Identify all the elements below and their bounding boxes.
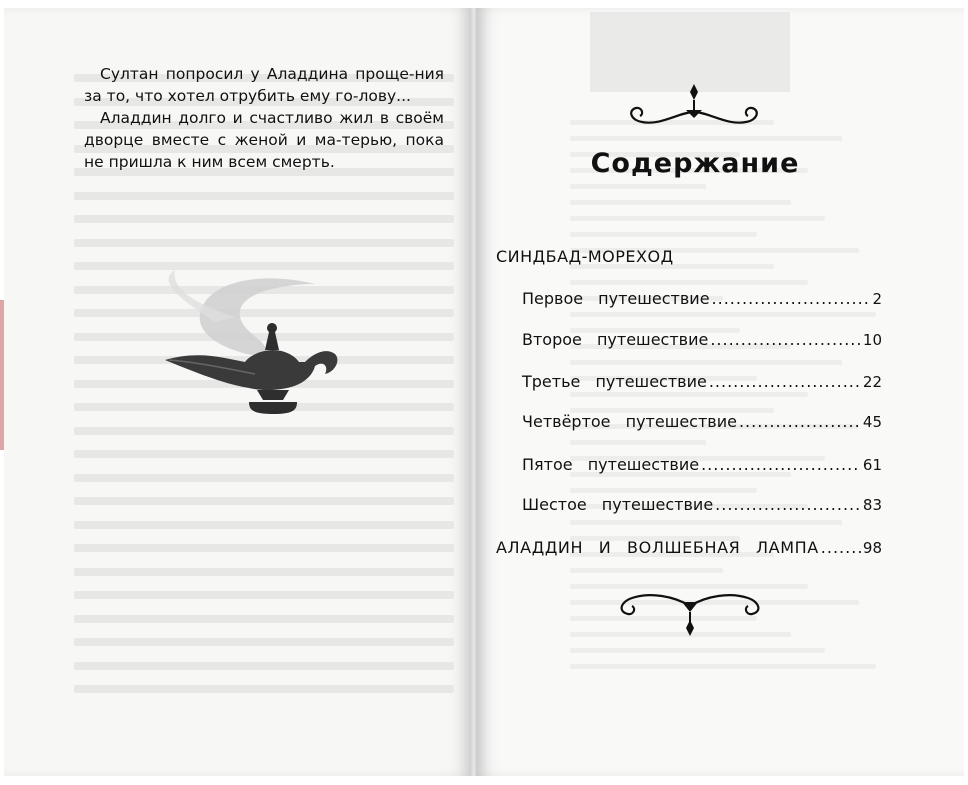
toc-entry[interactable] <box>522 289 882 308</box>
story-text <box>84 63 444 173</box>
toc-entry[interactable] <box>522 330 882 349</box>
toc-leader-dots <box>712 289 871 308</box>
toc-entry-final[interactable] <box>496 538 882 557</box>
toc-entry-title: Второе путешествие <box>522 330 709 349</box>
story-paragraph: Султан попросил у Аладдина проще-ния за то, что хотел отрубить ему го-лову... <box>84 65 444 105</box>
toc-entry-page: 22 <box>862 373 882 391</box>
ornament-top-icon <box>620 82 768 144</box>
toc-leader-dots <box>821 538 861 557</box>
toc-entry[interactable] <box>522 455 882 474</box>
toc-leader-dots <box>715 495 861 514</box>
toc-section-heading: СИНДБАД-МОРЕХОД <box>496 247 674 266</box>
toc-entry-page: 83 <box>862 496 882 514</box>
toc-entry-title: Пятое путешествие <box>522 455 700 474</box>
toc-entry-title: Шестое путешествие <box>522 495 714 514</box>
ornament-bottom-icon <box>610 588 770 638</box>
toc-entry[interactable] <box>522 412 882 431</box>
toc-entry-page: 10 <box>862 331 882 349</box>
toc-entry[interactable] <box>522 372 882 391</box>
toc-entry-title: Третье путешествие <box>522 372 707 391</box>
story-paragraph: Аладдин долго и счастливо жил в своём дворце вместе с женой и ма-терью, пока не пришла к ним всем смерть. <box>84 109 444 171</box>
toc-leader-dots <box>709 372 861 391</box>
toc-entry-page: 61 <box>862 456 882 474</box>
toc-entry-page: 2 <box>872 290 882 308</box>
toc-entry-title: АЛАДДИН И ВОЛШЕБНАЯ ЛАМПА <box>496 538 819 557</box>
toc-entry-title: Первое путешествие <box>522 289 710 308</box>
toc-entry-page: 98 <box>862 539 882 557</box>
toc-entry[interactable] <box>522 495 882 514</box>
toc-title: Содержание <box>590 148 800 179</box>
toc-entry-title: Четвёртое путешествие <box>522 412 737 431</box>
show-through-cover <box>590 12 790 92</box>
toc-leader-dots <box>701 455 861 474</box>
toc-entry-page: 45 <box>862 413 882 431</box>
toc-leader-dots <box>710 330 861 349</box>
toc-leader-dots <box>739 412 861 431</box>
magic-lamp-icon <box>145 262 365 432</box>
